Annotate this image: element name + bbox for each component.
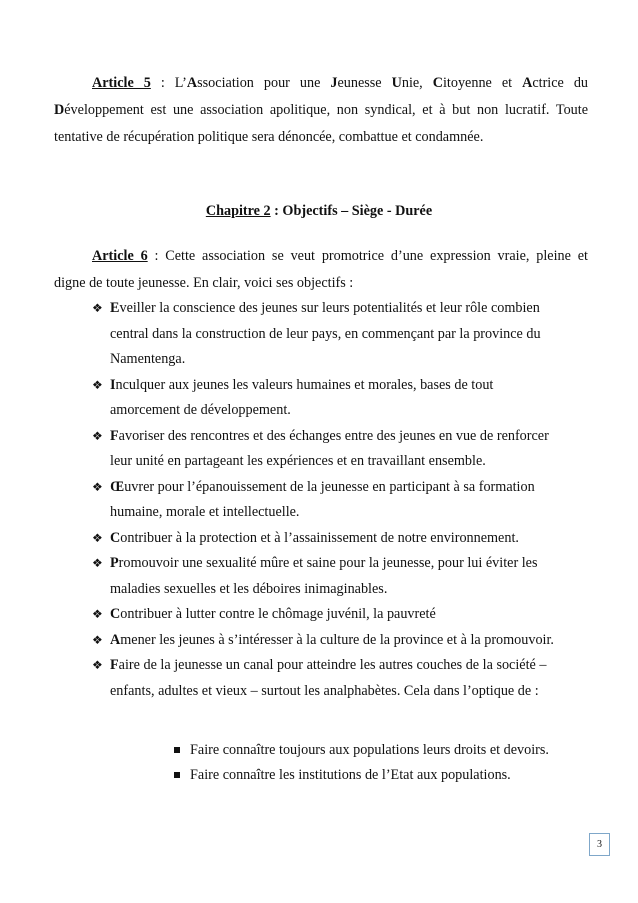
objective-item: ❖ Œuvrer pour l’épanouissement de la jeunesse en participant à sa formation humaine, morale et intellectuelle. <box>92 475 588 526</box>
chapter-label: Chapitre 2 <box>205 203 271 219</box>
diamond-bullet-icon: ❖ <box>92 301 103 315</box>
diamond-bullet-icon: ❖ <box>92 428 103 443</box>
square-bullet-icon <box>174 772 180 778</box>
diamond-bullet-icon: ❖ <box>92 479 103 494</box>
diamond-bullet-icon: ❖ <box>92 377 103 392</box>
article-5 <box>54 70 588 151</box>
diamond-bullet-icon: ❖ <box>92 658 103 672</box>
article-5-label: Article 5 <box>92 75 151 91</box>
chapter-title: : Objectifs – Siège - Durée <box>270 203 433 219</box>
article-6-line-2: digne de toute jeunesse. En clair, voici ses objectifs : <box>54 275 354 291</box>
objective-item: ❖ Favoriser des rencontres et des échanges entre des jeunes en vue de renforcer leur unité en partageant les expériences et en travaillant ensemble. <box>92 424 588 475</box>
square-bullet-icon <box>174 747 180 753</box>
sub-item: Faire connaître toujours aux populations leurs droits et devoirs. <box>172 738 549 763</box>
article-6 <box>54 243 588 297</box>
article-5-line-3: tentative de récupération politique sera dénoncée, combattue et condamnée. <box>54 129 484 145</box>
sub-items-list <box>172 738 549 787</box>
objective-item: ❖ Eveiller la conscience des jeunes sur leurs potentialités et leur rôle combien central dans la construction de leur pays, en commençant par la province du Namentenga. <box>92 296 588 373</box>
article-5-line-1: Article 5 : L’Association pour une Jeunesse Unie, Citoyenne et Actrice du <box>92 75 589 91</box>
diamond-bullet-icon: ❖ <box>92 556 103 570</box>
diamond-bullet-icon: ❖ <box>92 607 103 621</box>
page-number: 3 <box>589 833 610 856</box>
objective-item: ❖ Contribuer à la protection et à l’assainissement de notre environnement. <box>92 526 588 552</box>
article-6-label: Article 6 <box>92 248 148 264</box>
sub-item: Faire connaître les institutions de l’Etat aux populations. <box>172 763 549 788</box>
objective-item: ❖ Contribuer à lutter contre le chômage juvénil, la pauvreté <box>92 602 588 628</box>
objectives-list <box>92 296 588 704</box>
objective-item: ❖ Amener les jeunes à s’intéresser à la culture de la province et à la promouvoir. <box>92 628 588 654</box>
objective-item: ❖ Faire de la jeunesse un canal pour atteindre les autres couches de la société – enfants, adultes et vieux – surtout les analphabètes. Cela dans l’optique de : <box>92 653 588 704</box>
diamond-bullet-icon: ❖ <box>92 632 103 647</box>
article-6-line-1: Article 6 : Cette association se veut promotrice d’une expression vraie, pleine et <box>92 248 588 264</box>
objective-item: ❖ Promouvoir une sexualité mûre et saine pour la jeunesse, pour lui éviter les maladies sexuelles et les déboires inimaginables. <box>92 551 588 602</box>
objective-item: ❖ Inculquer aux jeunes les valeurs humaines et morales, bases de tout amorcement de développement. <box>92 373 588 424</box>
article-5-line-2: Développement est une association apolitique, non syndical, et à but non lucratif. Toute <box>54 102 588 118</box>
chapter-heading <box>0 203 638 220</box>
diamond-bullet-icon: ❖ <box>92 530 103 545</box>
